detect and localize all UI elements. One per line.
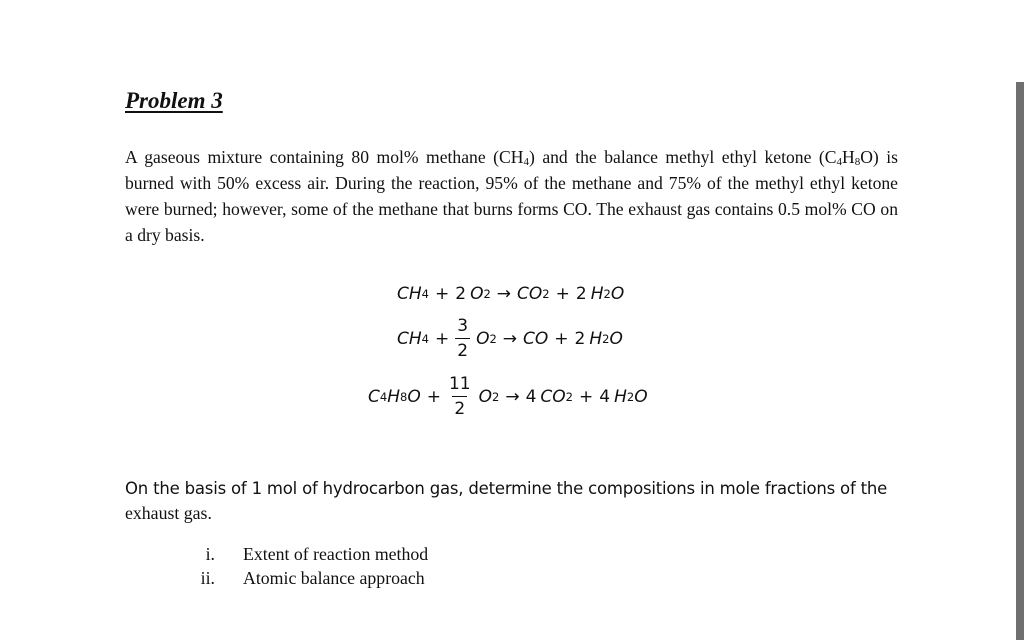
fraction-eleven-halves: $\frac{11}{2}$ (448, 374, 471, 419)
list-item-label: Atomic balance approach (243, 568, 425, 588)
equation-mek-combustion: C 4 H 8 O + $\frac{11}{2}$ O 2 → 4 CO 2 + 4 H 2 O (368, 374, 648, 419)
equation-methane-partial-combustion: CH 4 + $\frac{3}{2}$ O 2 → CO + 2 H 2 O (397, 316, 623, 361)
equation-methane-complete-combustion: CH 4 + 2 O 2 → CO 2 + 2 H 2 O (397, 284, 625, 304)
list-item (160, 542, 428, 566)
question-text (125, 476, 915, 525)
list-numeral: ii. (200, 568, 215, 588)
problem-statement: A gaseous mixture containing 80 mol% methane $(CH_4)$ and the balance methyl ethyl ketone $(C_4H_8O)$ is burned with 50% excess air. During the reaction, 95% of the methane and 75% of the methyl ethyl ketone were burned; however, some of the methane that burns forms CO. The exhaust gas contains 0.5 mol% CO on a dry basis. (125, 147, 899, 245)
list-item (160, 566, 428, 590)
reaction-equations (0, 270, 1024, 440)
fraction-three-halves: $\frac{3}{2}$ (457, 316, 469, 361)
methods-list (160, 542, 428, 590)
question-line-1: On the basis of 1 mol of hydrocarbon gas, determine the compositions in mole fractions of the (125, 479, 888, 498)
list-item-label: Extent of reaction method (243, 544, 429, 564)
list-numeral: i. (205, 544, 215, 564)
question-line-2: exhaust gas. (125, 503, 212, 523)
problem-title: Problem 3 (125, 88, 223, 113)
